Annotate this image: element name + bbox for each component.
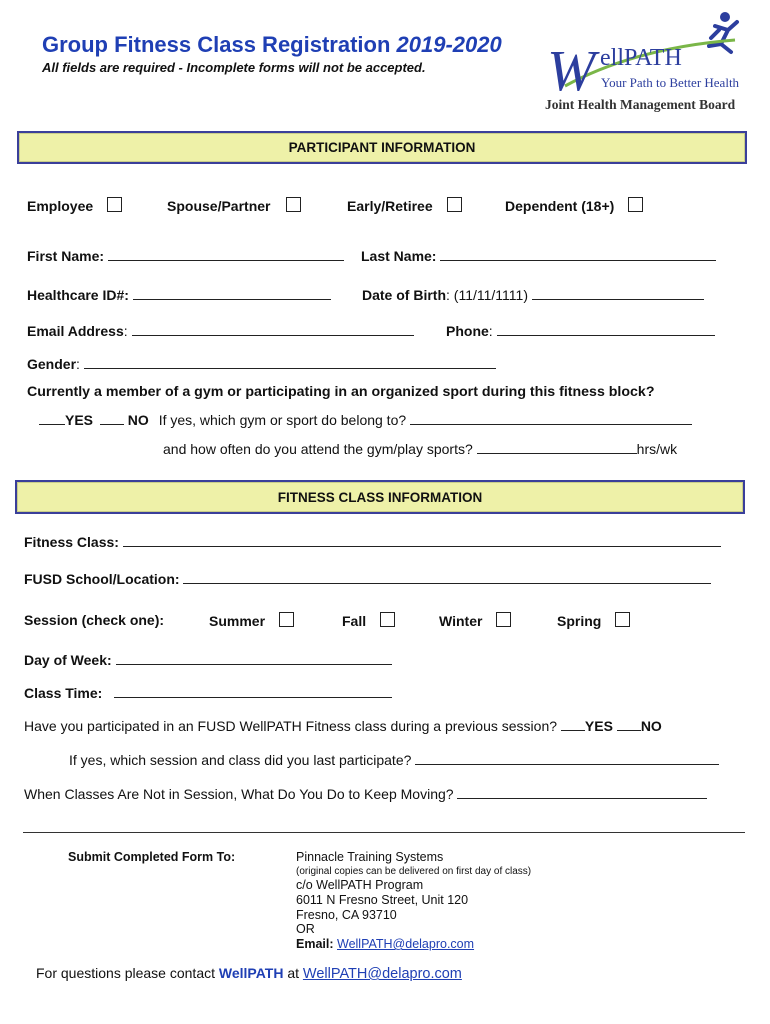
- dob-field[interactable]: [532, 287, 704, 300]
- school-row: [24, 571, 711, 587]
- footer-text: For questions please contact: [36, 965, 215, 981]
- school-label: FUSD School/Location:: [24, 571, 180, 587]
- gym-yes-label: YES: [65, 412, 94, 428]
- prev-yes-label: YES: [584, 718, 613, 734]
- healthcare-row: [27, 287, 331, 303]
- email-label: Email Address: [27, 323, 124, 339]
- fall-checkbox[interactable]: [380, 612, 395, 627]
- session-name: Summer: [209, 613, 266, 629]
- last-name-row: [361, 248, 716, 264]
- keep-moving-row: [24, 786, 707, 802]
- dob-format: : (11/11/1111): [446, 287, 528, 303]
- session-fall: [342, 612, 395, 629]
- gym-which-label: If yes, which gym or sport do belong to?: [158, 412, 407, 428]
- participant-info-heading: PARTICIPANT INFORMATION: [17, 131, 747, 164]
- submit-co: c/o WellPATH Program: [296, 878, 424, 892]
- submit-note: (original copies can be delivered on first day of class): [296, 866, 532, 877]
- svg-text:W: W: [547, 38, 596, 103]
- retiree-checkbox[interactable]: [447, 197, 462, 212]
- last-name-label: Last Name:: [361, 248, 437, 264]
- gym-no-label: NO: [127, 412, 149, 428]
- gym-answer-row: [39, 412, 692, 428]
- submit-email-link[interactable]: WellPATH@delapro.com: [337, 937, 475, 951]
- spring-checkbox[interactable]: [615, 612, 630, 627]
- submit-org: Pinnacle Training Systems: [296, 850, 444, 864]
- prev-which-field[interactable]: [415, 752, 719, 765]
- email-row: Email Address:: [27, 323, 414, 339]
- keep-moving-extra-line[interactable]: [23, 832, 745, 833]
- time-row: [24, 685, 392, 701]
- type-retiree: [347, 197, 462, 214]
- phone-row: Phone:: [446, 323, 715, 339]
- time-field[interactable]: [114, 685, 392, 698]
- gym-which-field[interactable]: [410, 412, 692, 425]
- logo-brand: ellPATH: [600, 45, 682, 71]
- gym-question: Currently a member of a gym or participating in an organized sport during this fitness block?: [27, 384, 655, 400]
- gender-row: Gender:: [27, 356, 496, 372]
- submit-label: Submit Completed Form To:: [68, 850, 236, 864]
- phone-label: Phone: [446, 323, 489, 339]
- day-field[interactable]: [116, 652, 392, 665]
- submit-street: 6011 N Fresno Street, Unit 120: [296, 893, 469, 907]
- type-label: Dependent (18+): [505, 198, 615, 214]
- session-name: Winter: [439, 613, 483, 629]
- footer-brand: WellPATH: [218, 965, 284, 981]
- submit-email-row: [296, 937, 474, 951]
- prev-no-field[interactable]: [617, 718, 641, 731]
- keep-moving-label: When Classes Are Not in Session, What Do You Do to Keep Moving?: [24, 786, 454, 802]
- gym-no-field[interactable]: [100, 412, 124, 425]
- summer-checkbox[interactable]: [279, 612, 294, 627]
- fitness-class-row: [24, 534, 721, 550]
- employee-checkbox[interactable]: [107, 197, 122, 212]
- winter-checkbox[interactable]: [496, 612, 511, 627]
- footer: [36, 965, 462, 982]
- phone-field[interactable]: [497, 323, 715, 336]
- time-label: Class Time:: [24, 685, 103, 701]
- form-subtitle: All fields are required - Incomplete forms will not be accepted.: [42, 60, 426, 75]
- submit-label-text: Submit Completed Form To: [68, 850, 231, 864]
- fitness-class-field[interactable]: [123, 534, 721, 547]
- healthcare-id-field[interactable]: [133, 287, 331, 300]
- last-name-field[interactable]: [440, 248, 716, 261]
- gym-often-label: and how often do you attend the gym/play sports?: [163, 441, 473, 457]
- first-name-label: First Name:: [27, 248, 105, 264]
- type-spouse: [167, 197, 301, 214]
- type-employee: [27, 197, 122, 214]
- session-label: Session (check one):: [24, 612, 165, 628]
- wellpath-logo: [545, 8, 755, 118]
- logo-org: Joint Health Management Board: [545, 97, 736, 112]
- prev-question: Have you participated in an FUSD WellPATH Fitness class during a previous session?: [24, 718, 558, 734]
- fitness-class-label: Fitness Class:: [24, 534, 119, 550]
- gender-field[interactable]: [84, 356, 496, 369]
- type-label: Employee: [27, 198, 94, 214]
- first-name-field[interactable]: [108, 248, 344, 261]
- email-field[interactable]: [132, 323, 414, 336]
- type-label: Early/Retiree: [347, 198, 433, 214]
- healthcare-label: Healthcare ID#:: [27, 287, 129, 303]
- keep-moving-field[interactable]: [457, 786, 707, 799]
- session-spring: [557, 612, 630, 629]
- gym-often-row: [163, 441, 677, 457]
- hrs-unit: hrs/wk: [636, 441, 678, 457]
- first-name-row: [27, 248, 344, 264]
- session-name: Spring: [557, 613, 602, 629]
- submit-or: OR: [296, 922, 315, 936]
- footer-email-link[interactable]: WellPATH@delapro.com: [302, 966, 462, 982]
- prev-row: [24, 718, 662, 734]
- prev-yes-field[interactable]: [561, 718, 585, 731]
- dob-label: Date of Birth: [362, 287, 446, 303]
- type-dependent: [505, 197, 643, 214]
- dependent-checkbox[interactable]: [628, 197, 643, 212]
- form-year: 2019-2020: [396, 32, 502, 57]
- prev-which-label: If yes, which session and class did you last participate?: [69, 752, 412, 768]
- form-title-text: Group Fitness Class Registration: [42, 32, 391, 57]
- gym-yes-field[interactable]: [39, 412, 65, 425]
- logo-tagline: Your Path to Better Health: [601, 75, 740, 90]
- day-row: [24, 652, 392, 668]
- prev-which-row: [69, 752, 719, 768]
- session-winter: [439, 612, 511, 629]
- prev-no-label: NO: [640, 718, 662, 734]
- day-label: Day of Week:: [24, 652, 112, 668]
- fitness-info-heading: FITNESS CLASS INFORMATION: [15, 480, 745, 514]
- submit-city: Fresno, CA 93710: [296, 908, 397, 922]
- gender-label: Gender: [27, 356, 77, 372]
- school-field[interactable]: [183, 571, 711, 584]
- session-name: Fall: [342, 613, 367, 629]
- footer-at: at: [287, 965, 300, 981]
- session-summer: [209, 612, 294, 629]
- gym-often-field[interactable]: [477, 441, 637, 454]
- type-label: Spouse/Partner: [167, 198, 271, 214]
- submit-email-label: Email:: [296, 937, 334, 951]
- dob-row: [362, 287, 704, 303]
- spouse-checkbox[interactable]: [286, 197, 301, 212]
- form-title: [42, 32, 502, 58]
